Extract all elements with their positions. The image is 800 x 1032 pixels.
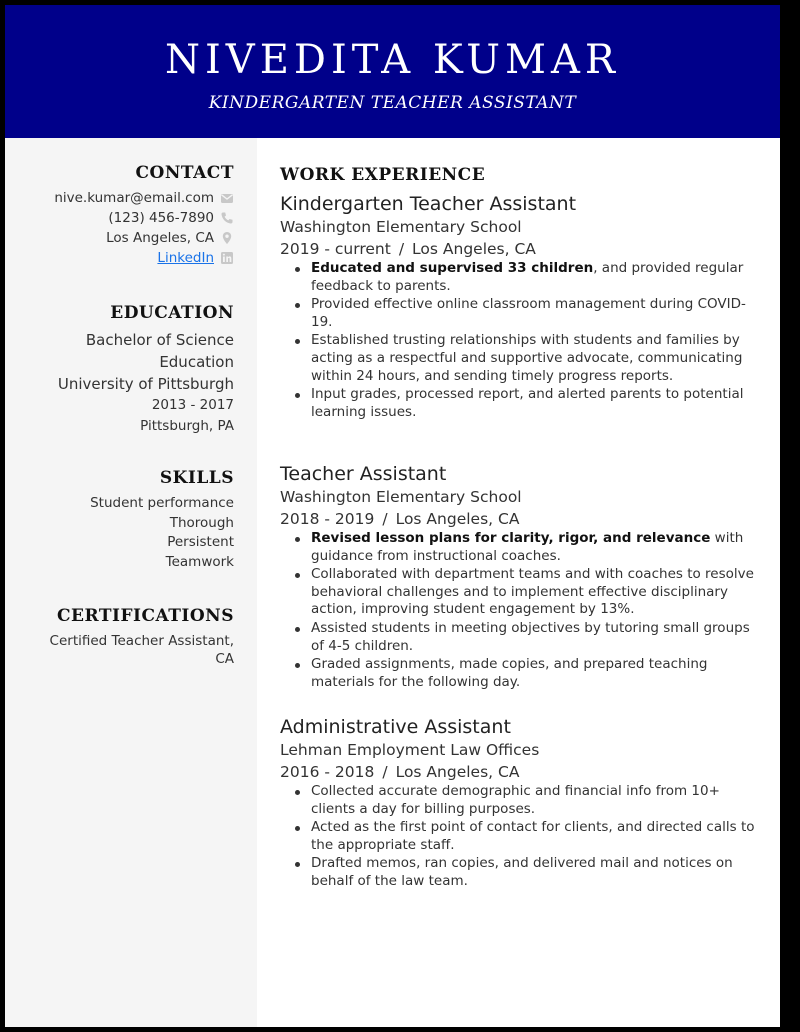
contact-phone-row xyxy=(14,208,234,228)
job-dates: 2016 - 2018 xyxy=(280,763,375,781)
resume-page xyxy=(5,5,780,1027)
bullet-item xyxy=(311,819,760,854)
linkedin-icon xyxy=(220,251,234,265)
skills-heading: SKILLS xyxy=(159,468,234,488)
phone-icon xyxy=(220,211,234,225)
bullet-item xyxy=(311,530,760,565)
job-location: Los Angeles, CA xyxy=(395,510,520,528)
contact-linkedin-row xyxy=(14,248,234,268)
linkedin-link[interactable]: LinkedIn xyxy=(157,250,214,266)
education-section xyxy=(14,300,234,437)
job-company: Washington Elementary School xyxy=(280,488,522,506)
skill-item: Persistent xyxy=(167,534,234,551)
job-company: Lehman Employment Law Offices xyxy=(280,741,540,759)
job-bullets xyxy=(280,260,760,421)
meta-separator: / xyxy=(398,240,405,258)
bullet-bold: Revised lesson plans for clarity, rigor, and relevance xyxy=(311,530,711,546)
education-years: 2013 - 2017 xyxy=(151,397,234,413)
contact-location-row xyxy=(14,228,234,248)
bullet-item xyxy=(311,566,760,619)
education-school: University of Pittsburgh xyxy=(57,375,234,393)
bullet-text: Graded assignments, made copies, and prepared teaching materials for the following day. xyxy=(311,656,708,690)
bullet-text: Assisted students in meeting objectives by tutoring small groups of 4-5 children. xyxy=(311,619,750,654)
bullet-text: Input grades, processed report, and alerted parents to potential learning issues. xyxy=(311,386,744,420)
bullet-item xyxy=(311,855,760,890)
contact-section xyxy=(14,160,234,268)
job-bullets xyxy=(280,530,760,691)
job-entry xyxy=(280,191,760,422)
skill-item: Thorough xyxy=(169,514,234,531)
bullet-text: with guidance from instructional coaches. xyxy=(311,530,744,564)
candidate-name: NIVEDITA KUMAR xyxy=(165,37,620,83)
bullet-text: Collected accurate demographic and financial info from 10+ clients a day for billing purposes. xyxy=(311,783,720,817)
education-location: Pittsburgh, PA xyxy=(140,418,234,434)
bullet-bold: Educated and supervised 33 children xyxy=(311,260,594,276)
contact-email-row xyxy=(14,188,234,208)
certifications-heading: CERTIFICATIONS xyxy=(57,606,234,626)
resume-header xyxy=(5,5,780,138)
skills-section xyxy=(14,465,234,573)
bullet-text: Acted as the first point of contact for clients, and directed calls to the appropriate staff. xyxy=(311,819,755,853)
job-location: Los Angeles, CA xyxy=(412,240,536,258)
candidate-title: KINDERGARTEN TEACHER ASSISTANT xyxy=(208,93,577,113)
education-heading: EDUCATION xyxy=(110,303,234,323)
job-location: Los Angeles, CA xyxy=(395,763,520,781)
bullet-text: Collaborated with department teams and with coaches to resolve behavioral challenges and to implement effective disciplinary action, improving student engagement by 13%. xyxy=(311,566,754,618)
degree-line-1: Bachelor of Science xyxy=(85,331,234,349)
degree-line-2: Education xyxy=(159,353,234,371)
bullet-item xyxy=(311,386,760,421)
certification-line-2: CA xyxy=(215,651,234,667)
contact-location: Los Angeles, CA xyxy=(106,230,214,246)
job-dates: 2018 - 2019 xyxy=(280,510,375,528)
job-dates: 2019 - current xyxy=(280,240,391,258)
contact-heading: CONTACT xyxy=(135,163,234,183)
job-entry xyxy=(280,714,760,892)
envelope-icon xyxy=(220,191,234,205)
certification-line-1: Certified Teacher Assistant, xyxy=(49,633,234,649)
bullet-text: Provided effective online classroom management during COVID-19. xyxy=(311,296,746,330)
bullet-text: Established trusting relationships with students and families by acting as a respectful and supportive advocate, communicating within 24 hours, and sending timely progress reports. xyxy=(311,332,743,384)
sidebar xyxy=(5,138,257,1027)
job-entry xyxy=(280,461,760,692)
bullet-item xyxy=(311,783,760,818)
job-meta xyxy=(280,508,760,530)
meta-separator: / xyxy=(382,510,388,528)
job-title: Administrative Assistant xyxy=(280,716,511,738)
job-meta xyxy=(280,238,760,260)
job-title: Teacher Assistant xyxy=(280,463,447,485)
job-bullets xyxy=(280,783,760,891)
bullet-text: , and provided regular feedback to parents. xyxy=(311,260,744,294)
bullet-item xyxy=(311,260,760,295)
contact-phone: (123) 456-7890 xyxy=(108,210,214,226)
skill-item: Student performance xyxy=(90,495,234,511)
skill-item: Teamwork xyxy=(165,554,234,571)
contact-email[interactable]: nive.kumar@email.com xyxy=(54,190,214,206)
bullet-item xyxy=(311,620,760,655)
job-company: Washington Elementary School xyxy=(280,218,522,236)
bullet-text: Drafted memos, ran copies, and delivered mail and notices on behalf of the law team. xyxy=(311,855,733,889)
bullet-item xyxy=(311,656,760,691)
job-meta xyxy=(280,761,760,783)
location-pin-icon xyxy=(220,231,234,245)
certifications-section xyxy=(14,603,234,668)
bullet-item xyxy=(311,296,760,331)
job-title: Kindergarten Teacher Assistant xyxy=(280,193,577,215)
bullet-item xyxy=(311,332,760,385)
work-experience-heading: WORK EXPERIENCE xyxy=(280,165,486,185)
meta-separator: / xyxy=(382,763,388,781)
